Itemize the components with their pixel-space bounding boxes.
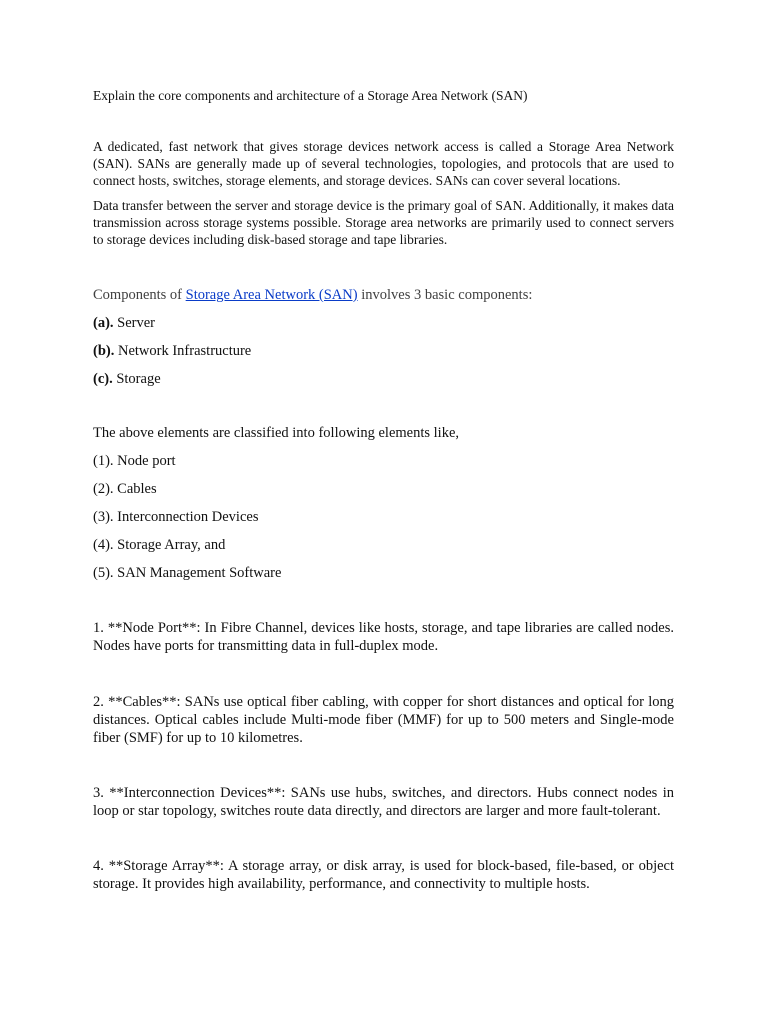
component-label: Server (113, 315, 156, 331)
classified-intro: The above elements are classified into following elements like, (93, 425, 460, 441)
document-title: Explain the core components and architecture of a Storage Area Network (SAN) (93, 88, 528, 103)
document-page (93, 87, 674, 893)
element-item-node-port: (1). Node port (93, 453, 176, 469)
san-link[interactable]: Storage Area Network (SAN) (185, 287, 358, 303)
component-label: Network Infrastructure (114, 343, 252, 359)
component-item-network (93, 341, 674, 361)
detail-cables: 2. **Cables**: SANs use optical fiber cabling, with copper for short distances and optical for long distances. Optical cables include Multi-mode fiber (MMF) for up to 500 meters and Single-mode fiber (SMF) for up to 10 kilometres. (93, 694, 674, 746)
component-label: Storage (112, 371, 161, 387)
components-intro-suffix: involves 3 basic components: (357, 287, 533, 303)
component-marker: (a). (93, 315, 114, 331)
intro-paragraph-2: Data transfer between the server and storage device is the primary goal of SAN. Additionally, it makes data transmission across storage systems possible. Storage area networks are primarily used to connect servers to storage devices including disk-based storage and tape libraries. (93, 198, 674, 247)
element-item-cables: (2). Cables (93, 481, 157, 497)
detail-interconnection: 3. **Interconnection Devices**: SANs use hubs, switches, and directors. Hubs connect nodes in loop or star topology, switches route data directly, and directors are larger and more fault-tolerant. (93, 785, 674, 819)
intro-paragraph-1: A dedicated, fast network that gives storage devices network access is called a Storage Area Network (SAN). SANs are generally made up of several technologies, topologies, and protocols that are used to connect hosts, switches, storage elements, and storage devices. SANs can cover several locations. (93, 139, 674, 188)
component-item-server (93, 313, 674, 333)
element-item-storage-array: (4). Storage Array, and (93, 537, 226, 553)
components-intro (93, 285, 674, 305)
element-item-interconnection: (3). Interconnection Devices (93, 509, 259, 525)
component-item-storage (93, 369, 674, 389)
element-item-management: (5). SAN Management Software (93, 565, 282, 581)
component-marker: (c). (93, 371, 113, 387)
components-intro-prefix: Components of (93, 287, 186, 303)
detail-node-port: 1. **Node Port**: In Fibre Channel, devices like hosts, storage, and tape libraries are called nodes. Nodes have ports for transmitting data in full-duplex mode. (93, 620, 674, 654)
component-marker: (b). (93, 343, 115, 359)
detail-storage-array: 4. **Storage Array**: A storage array, or disk array, is used for block-based, file-based, or object storage. It provides high availability, performance, and connectivity to multiple hosts. (93, 858, 674, 892)
